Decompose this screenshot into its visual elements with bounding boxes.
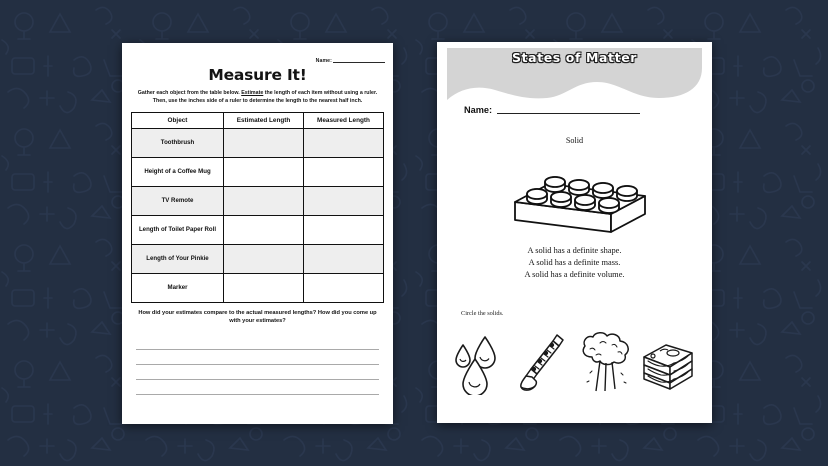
cell-measured[interactable] — [304, 186, 384, 215]
fact-volume: A solid has a definite volume. — [524, 270, 625, 280]
cell-estimated[interactable] — [224, 244, 304, 273]
page-title: States of Matter — [511, 50, 638, 65]
solid-facts-list — [437, 245, 712, 282]
cell-measured[interactable] — [304, 273, 384, 302]
answer-lines[interactable] — [136, 335, 379, 395]
cell-measured[interactable] — [304, 215, 384, 244]
name-label: Name: — [315, 58, 332, 64]
cell-object: Length of Your Pinkie — [132, 244, 224, 273]
circle-the-solids-prompt: Circle the solids. — [461, 310, 504, 317]
cell-measured[interactable] — [304, 244, 384, 273]
cell-measured[interactable] — [304, 128, 384, 157]
name-write-line[interactable] — [497, 112, 640, 114]
answer-line[interactable] — [136, 365, 379, 380]
cell-object: Height of a Coffee Mug — [132, 157, 224, 186]
instructions-part1: Gather each object from the table below. — [137, 89, 242, 96]
page-title: Measure It! — [208, 66, 307, 84]
cell-estimated[interactable] — [224, 157, 304, 186]
reflection-question: How did your estimates compare to the actual measured lengths? How did you come up with your estimates? — [138, 309, 377, 325]
cell-object: Length of Toilet Paper Roll — [132, 215, 224, 244]
cell-estimated[interactable] — [224, 128, 304, 157]
instructions-part2: the length of each item without using a ruler. Then, use the inches side of a ruler to determine the length to the nearest half inch. — [152, 89, 378, 104]
answer-line[interactable] — [136, 350, 379, 365]
object-illustrations-row — [453, 325, 696, 395]
answer-line[interactable] — [136, 335, 379, 350]
name-label: Name: — [464, 105, 493, 115]
fact-shape: A solid has a definite shape. — [527, 246, 622, 255]
table-row — [132, 244, 384, 273]
cell-object: Marker — [132, 273, 224, 302]
worksheet-states-of-matter[interactable] — [437, 42, 712, 423]
cell-estimated[interactable] — [224, 215, 304, 244]
column-header-estimated: Estimated Length — [224, 112, 304, 128]
cell-object: Toothbrush — [132, 128, 224, 157]
broccoli-icon[interactable] — [578, 331, 634, 395]
table-row — [132, 273, 384, 302]
table-row — [132, 215, 384, 244]
column-header-measured: Measured Length — [304, 112, 384, 128]
table-row — [132, 186, 384, 215]
name-field[interactable] — [316, 59, 385, 64]
fact-mass: A solid has a definite mass. — [528, 258, 621, 268]
lego-brick-illustration — [493, 158, 658, 236]
lasagna-icon[interactable] — [640, 331, 696, 395]
worksheet-measure-it[interactable] — [122, 43, 393, 424]
measurement-table — [131, 112, 384, 303]
cell-estimated[interactable] — [224, 186, 304, 215]
cell-measured[interactable] — [304, 157, 384, 186]
answer-line[interactable] — [136, 380, 379, 395]
table-row — [132, 157, 384, 186]
water-droplets-icon[interactable] — [453, 331, 509, 395]
name-field[interactable] — [464, 106, 640, 115]
table-header-row — [132, 112, 384, 128]
column-header-object: Object — [132, 112, 224, 128]
clarinet-icon[interactable] — [515, 331, 571, 395]
table-row — [132, 128, 384, 157]
cell-estimated[interactable] — [224, 273, 304, 302]
instructions-emphasis: Estimate — [241, 89, 264, 96]
cell-object: TV Remote — [132, 186, 224, 215]
instructions-text — [134, 89, 381, 105]
name-write-line[interactable] — [333, 61, 385, 63]
state-label: Solid — [565, 136, 584, 145]
